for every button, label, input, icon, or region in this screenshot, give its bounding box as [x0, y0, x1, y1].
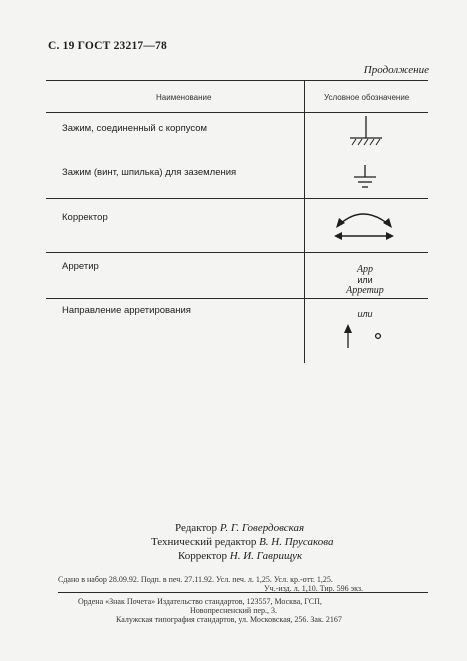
arretir-or: или — [357, 275, 373, 285]
credit-corrector: Корректор Н. И. Гаврищук — [178, 550, 303, 562]
row-name: Корректор — [62, 212, 108, 223]
page-header: С. 19 ГОСТ 23217—78 — [48, 40, 167, 52]
arretir-abbrev: Арр — [356, 264, 374, 275]
direction-or: или — [357, 309, 373, 319]
table-row-divider — [46, 298, 428, 299]
arretir-full: Арретир — [346, 285, 384, 296]
imprint-line: Уч.-изд. л. 1,10. Тир. 596 экз. — [264, 584, 364, 593]
row-name: Зажим, соединенный с корпусом — [62, 123, 208, 134]
imprint-line: Новопресненский пер., 3. — [190, 606, 278, 615]
imprint-line: Сдано в набор 28.09.92. Подп. в печ. 27.11.92. Усл. печ. л. 1,25. Усл. кр.-отт. 1,25. — [58, 575, 333, 584]
table-row-divider — [46, 252, 428, 253]
earth-ground-icon — [345, 163, 385, 195]
credit-editor: Редактор Р. Г. Говердовская — [175, 522, 305, 534]
column-header-name: Наименование — [156, 93, 212, 102]
imprint-line: Ордена «Знак Почета» Издательство стандартов, 123557, Москва, ГСП, — [78, 597, 322, 606]
imprint-divider — [58, 592, 428, 593]
arrest-direction-icon — [338, 324, 388, 352]
column-header-symbol: Условное обозначение — [324, 93, 410, 102]
row-name: Зажим (винт, шпилька) для заземления — [62, 167, 237, 178]
table-header-border — [46, 112, 428, 113]
row-name: Арретир — [62, 261, 99, 272]
table-row-divider — [46, 198, 428, 199]
chassis-ground-icon — [340, 114, 390, 150]
table-top-border — [46, 80, 428, 81]
corrector-icon — [330, 206, 400, 246]
continuation-label: Продолжение — [363, 64, 429, 76]
credit-tech-editor: Технический редактор В. Н. Прусакова — [151, 536, 334, 548]
imprint-line: Калужская типография стандартов, ул. Московская, 256. Зак. 2167 — [116, 615, 342, 624]
table-column-divider — [304, 80, 305, 363]
row-name: Направление арретирования — [62, 305, 191, 316]
